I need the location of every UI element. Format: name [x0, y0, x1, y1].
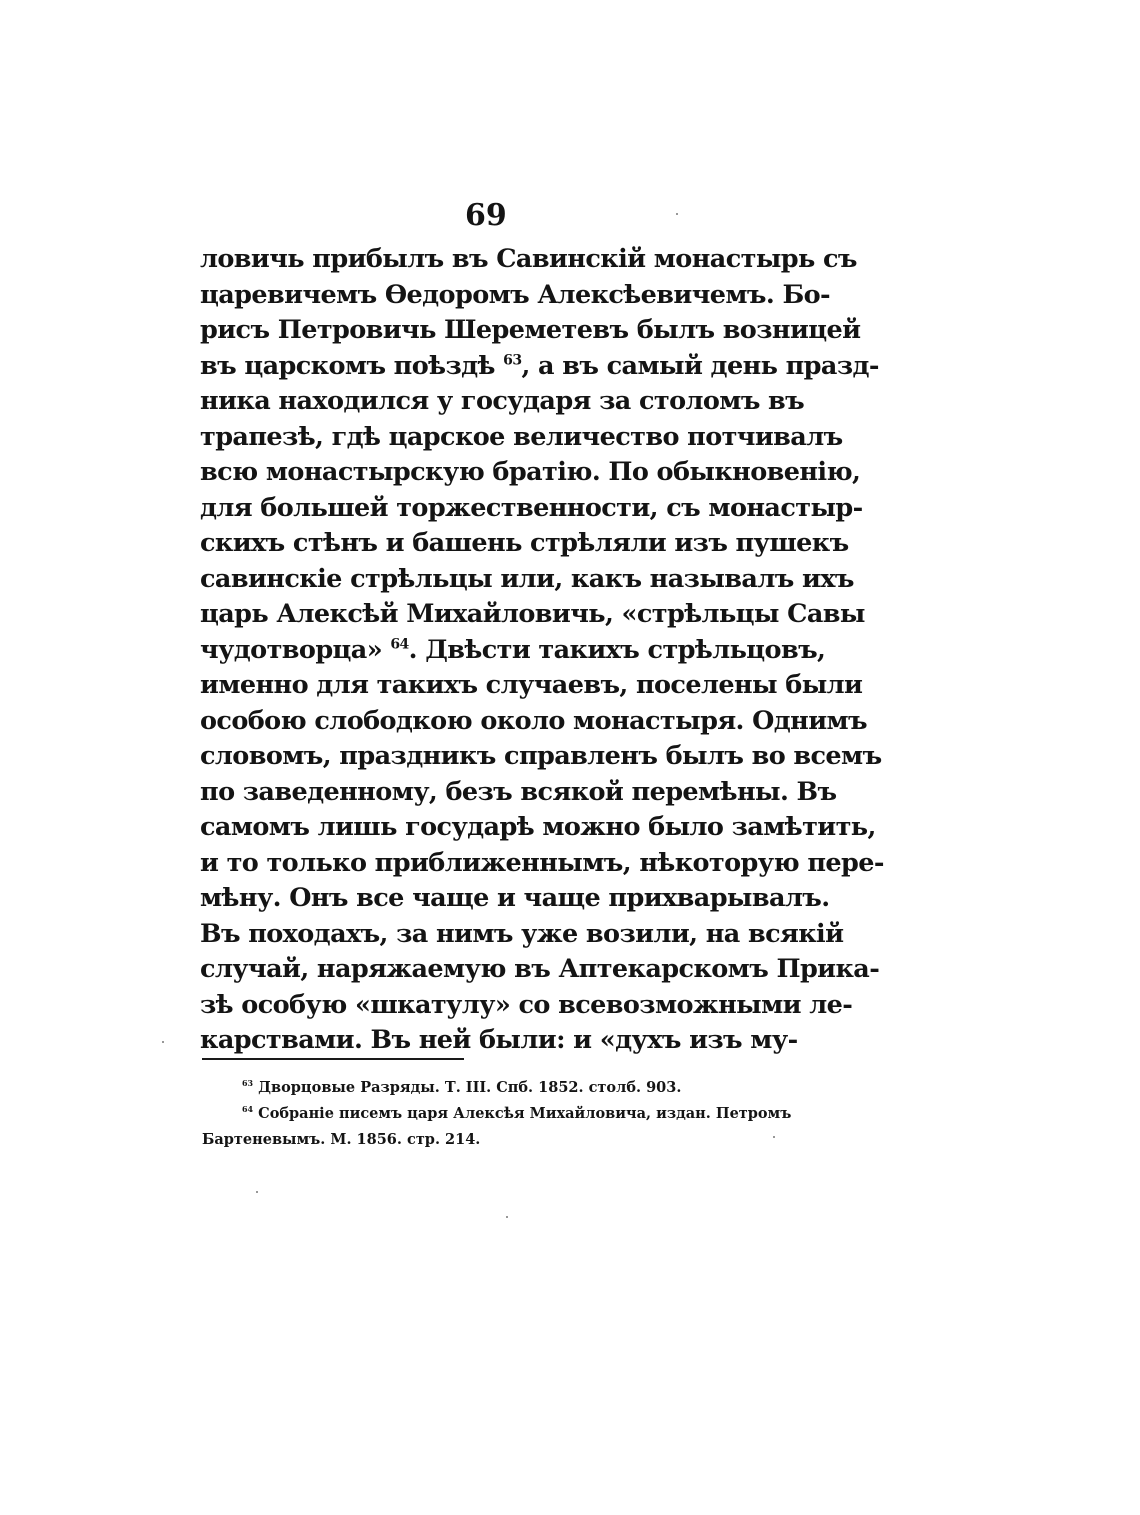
- scan-speck: [506, 1216, 508, 1218]
- text-line: Въ походахъ, за нимъ уже возили, на всякій: [200, 918, 844, 949]
- text-line: словомъ, праздникъ справленъ былъ во всемъ: [200, 741, 882, 771]
- footnote-64: [202, 1101, 792, 1127]
- footnote-divider: [202, 1058, 464, 1060]
- text-line: рисъ Петровичь Шереметевъ былъ возницей: [200, 315, 861, 345]
- footnote-marker: 64: [242, 1105, 254, 1115]
- text-line: самомъ лишь государѣ можно было замѣтить,: [200, 812, 876, 842]
- footnote-ref-63: 63: [503, 352, 522, 368]
- scan-speck: [256, 1191, 258, 1193]
- text-segment: . Двѣсти такихъ стрѣльцовъ,: [408, 634, 826, 665]
- text-segment: , а въ самый день празд-: [521, 350, 879, 381]
- text-segment: въ царскомъ поѣздѣ: [200, 350, 504, 381]
- text-line: по заведенному, безъ всякой перемѣны. Въ: [200, 776, 837, 807]
- scan-speck: [676, 213, 678, 215]
- text-line: всю монастырскую братію. По обыкновенію,: [200, 457, 861, 487]
- text-line: карствами. Въ ней были: и «духъ изъ му-: [200, 1025, 798, 1055]
- footnote-text: Дворцовые Разряды. Т. III. Спб. 1852. столб. 903.: [258, 1079, 682, 1096]
- text-line: для большей торжественности, съ монастыр-: [200, 492, 863, 523]
- body-text: [200, 242, 884, 1059]
- text-line: и то только приближеннымъ, нѣкоторую пере-: [200, 847, 884, 878]
- text-line: скихъ стѣнъ и башень стрѣляли изъ пушекъ: [200, 528, 849, 558]
- scan-speck: [162, 1041, 164, 1043]
- footnote-63: [202, 1075, 777, 1101]
- text-line: царевичемъ Ѳедоромъ Алексѣевичемъ. Бо-: [200, 279, 831, 310]
- footnote-text: Собраніе писемъ царя Алексѣя Михайловича, издан. Петромъ: [258, 1105, 792, 1122]
- page-number: 69: [465, 198, 507, 233]
- text-line: савинскіе стрѣльцы или, какъ называлъ ихъ: [200, 563, 854, 594]
- text-line: ника находился у государя за столомъ въ: [200, 386, 805, 416]
- footnotes: [202, 1075, 792, 1153]
- text-segment: чудотворца»: [200, 634, 391, 665]
- text-line: царь Алексѣй Михайловичь, «стрѣльцы Савы: [200, 599, 865, 629]
- footnote-64-continuation: [202, 1127, 777, 1153]
- footnote-ref-64: 64: [390, 636, 409, 652]
- text-line: особою слободкою около монастыря. Однимъ: [200, 705, 868, 736]
- text-line: зѣ особую «шкатулу» со всевозможными ле-: [200, 989, 853, 1020]
- scan-speck: [773, 1136, 775, 1138]
- text-line: мѣну. Онъ все чаще и чаще прихварывалъ.: [200, 883, 830, 913]
- text-line: случай, наряжаемую въ Аптекарскомъ Прика-: [200, 954, 880, 984]
- text-line: именно для такихъ случаевъ, поселены были: [200, 670, 863, 700]
- footnote-marker: 63: [242, 1079, 254, 1089]
- footnote-text: Бартеневымъ. М. 1856. стр. 214.: [202, 1131, 481, 1148]
- text-line: трапезѣ, гдѣ царское величество потчивалъ: [200, 421, 843, 452]
- text-line: [200, 349, 879, 385]
- text-line: [200, 633, 826, 669]
- text-line: ловичь прибылъ въ Савинскій монастырь съ: [200, 244, 857, 274]
